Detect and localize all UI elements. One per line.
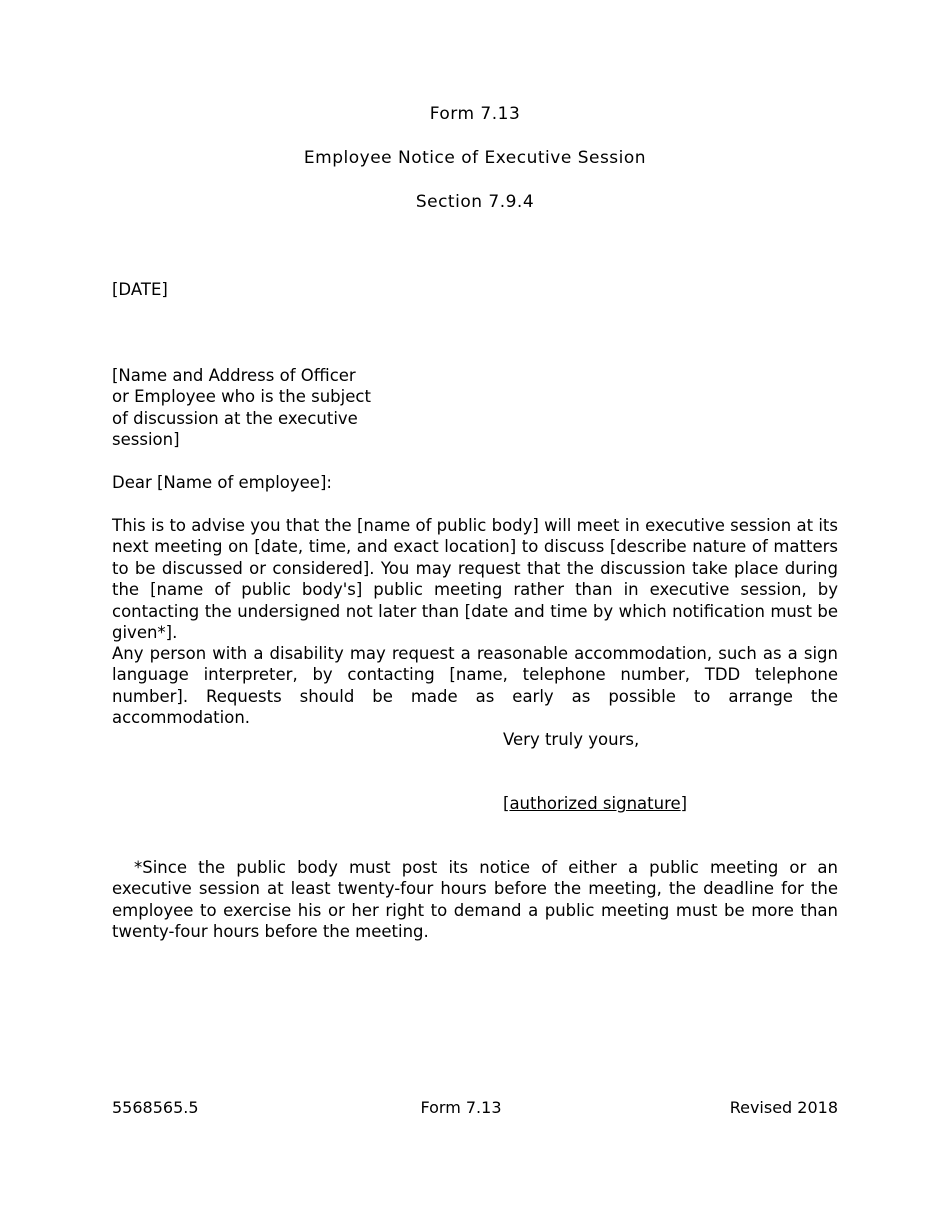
body-paragraph-notice: This is to advise you that the [name of public body] will meet in executive session at its next meeting on [date, time, and exact location] to discuss [describe nature of matters to be discussed or considered]. You may request that the discussion take place during the [name of public body's] public meeting rather than in executive session, by contacting the undersigned not later than [date and time by which notification must be given*]. — [112, 516, 838, 643]
signature-line — [503, 793, 687, 814]
recipient-line: session] — [112, 430, 180, 450]
document-title: Employee Notice of Executive Session — [303, 148, 647, 168]
letter-date: [DATE] — [112, 280, 168, 299]
closing: Very truly yours, — [503, 730, 640, 749]
section-reference: Section 7.9.4 — [415, 192, 535, 212]
recipient-address — [112, 365, 382, 451]
salutation: Dear [Name of employee]: — [112, 473, 332, 492]
recipient-line: of discussion at the executive — [112, 408, 358, 428]
footnote: *Since the public body must post its notice of either a public meeting or an executive session at least twenty-four hours before the meeting, the deadline for the employee to exercise his or her right to demand a public meeting must be more than twenty-four hours before the meeting. — [112, 858, 838, 942]
recipient-line: or Employee who is the subject — [112, 387, 371, 407]
footer-form-label: Form 7.13 — [420, 1098, 502, 1117]
body-paragraph-accommodation: Any person with a disability may request a reasonable accommodation, such as a sign language interpreter, by contacting [name, telephone number, TDD telephone number]. Requests should be made as early as possible to arrange the accommodation. — [112, 644, 838, 728]
form-number-heading: Form 7.13 — [429, 104, 521, 124]
signature-bracket-close: ] — [680, 794, 688, 813]
signature-placeholder: authorized signature — [509, 794, 681, 813]
footer-revised: Revised 2018 — [729, 1098, 838, 1117]
footer-doc-id: 5568565.5 — [112, 1098, 199, 1117]
signature-bracket-open: [ — [503, 794, 510, 813]
recipient-line: [Name and Address of Officer — [112, 366, 356, 385]
